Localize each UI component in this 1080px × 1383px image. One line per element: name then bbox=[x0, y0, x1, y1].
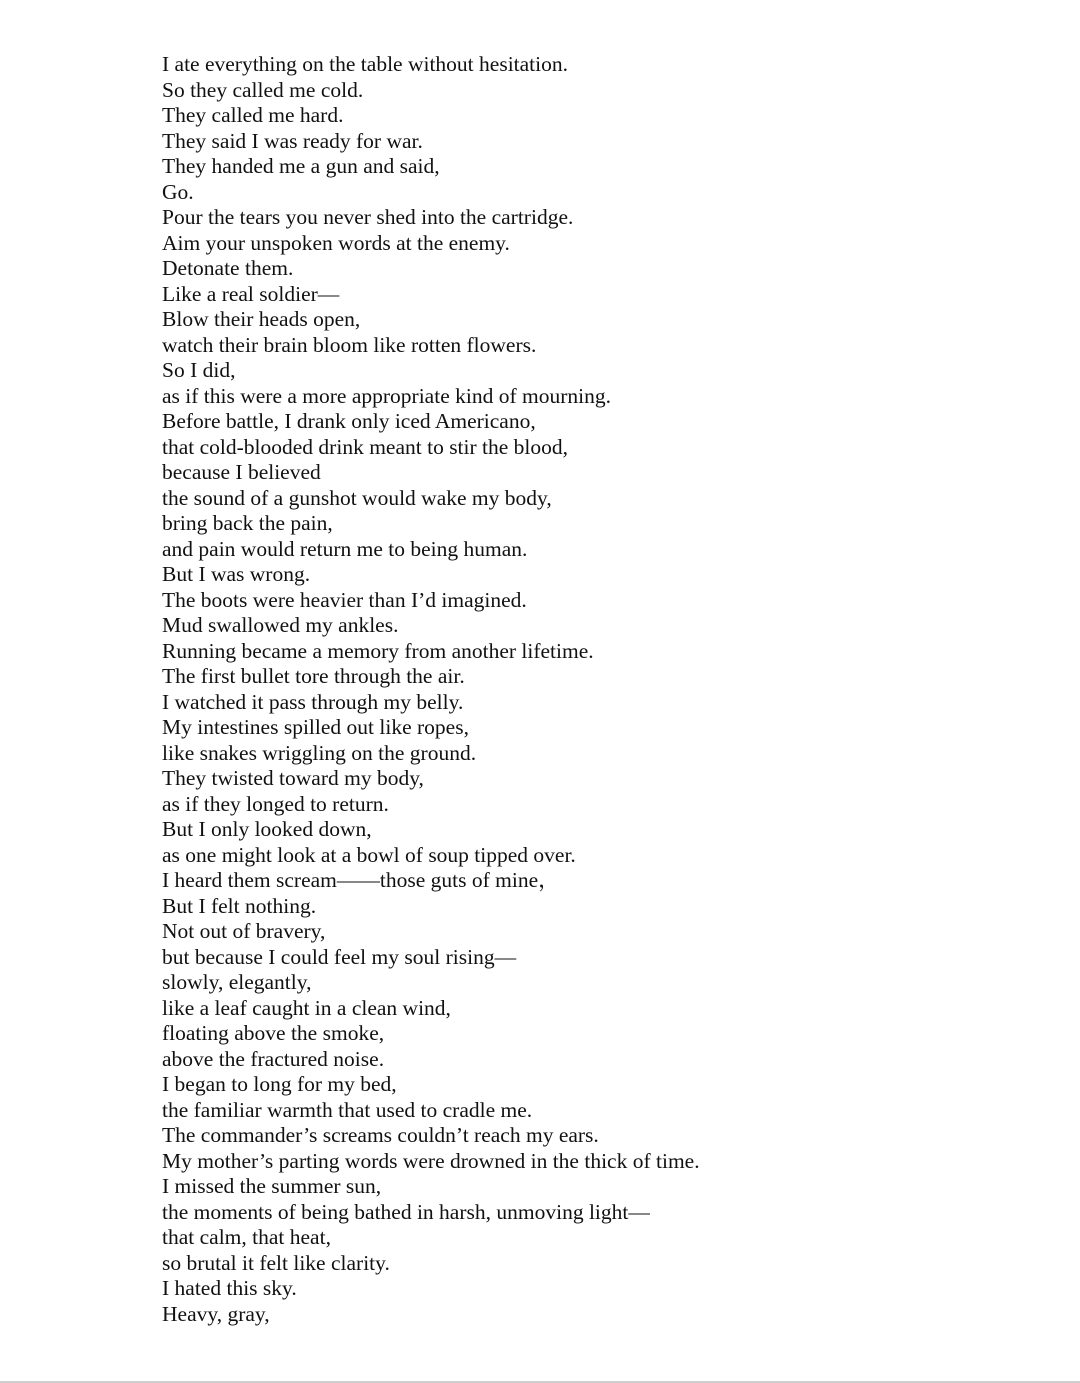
poem-line: Like a real soldier— bbox=[162, 281, 340, 306]
poem-line: So I did, bbox=[162, 358, 236, 382]
poem-line: like a leaf caught in a clean wind, bbox=[162, 995, 451, 1020]
poem-line: that cold-blooded drink meant to stir the blood, bbox=[162, 434, 569, 459]
poem-line: and pain would return me to being human. bbox=[162, 536, 528, 561]
poem-line: Mud swallowed my ankles. bbox=[162, 613, 399, 637]
poem-line: I heard them scream——those guts of mine， bbox=[162, 868, 560, 892]
poem-line: so brutal it felt like clarity. bbox=[162, 1250, 390, 1275]
poem-line: Detonate them. bbox=[162, 256, 294, 280]
poem-line: They handed me a gun and said, bbox=[162, 154, 440, 178]
poem-line: The first bullet tore through the air. bbox=[162, 664, 465, 688]
poem-line: the familiar warmth that used to cradle me. bbox=[162, 1097, 533, 1122]
poem-line: I began to long for my bed, bbox=[162, 1072, 397, 1096]
poem-line: Heavy, gray, bbox=[162, 1301, 270, 1326]
poem-line: as one might look at a bowl of soup tipped over. bbox=[162, 842, 576, 867]
poem-line: slowly, elegantly, bbox=[162, 970, 312, 994]
poem-line: But I felt nothing. bbox=[162, 893, 317, 918]
poem-line: They said I was ready for war. bbox=[162, 128, 423, 153]
poem-line: I watched it pass through my belly. bbox=[162, 689, 464, 714]
poem-line: watch their brain bloom like rotten flowers. bbox=[162, 332, 537, 357]
poem-line: I hated this sky. bbox=[162, 1276, 297, 1300]
poem-line: My mother’s parting words were drowned in the thick of time. bbox=[162, 1148, 700, 1173]
poem-line: So they called me cold. bbox=[162, 77, 364, 102]
poem-line: Not out of bravery, bbox=[162, 919, 326, 943]
poem-line: The commander’s screams couldn’t reach my ears. bbox=[162, 1123, 599, 1147]
poem-line: but because I could feel my soul rising— bbox=[162, 944, 517, 969]
poem-line: My intestines spilled out like ropes, bbox=[162, 715, 469, 739]
poem-line: Before battle, I drank only iced Americano, bbox=[162, 409, 536, 433]
poem-line: that calm, that heat, bbox=[162, 1225, 331, 1249]
poem-line: I ate everything on the table without hesitation. bbox=[162, 52, 569, 76]
poem-line: They twisted toward my body, bbox=[162, 766, 424, 790]
poem-line: floating above the smoke, bbox=[162, 1021, 385, 1045]
poem-line: Running became a memory from another lifetime. bbox=[162, 638, 594, 663]
poem-line: because I believed bbox=[162, 460, 321, 484]
poem-text bbox=[162, 52, 700, 1327]
poem-line: Aim your unspoken words at the enemy. bbox=[162, 230, 510, 255]
poem-line: bring back the pain, bbox=[162, 511, 333, 535]
poem-line: Blow their heads open, bbox=[162, 307, 361, 331]
poem-line: the moments of being bathed in harsh, unmoving light— bbox=[162, 1199, 650, 1224]
poem-line: But I only looked down, bbox=[162, 817, 372, 841]
poem-line: I missed the summer sun, bbox=[162, 1174, 382, 1198]
poem-line: as if they longed to return. bbox=[162, 791, 389, 816]
poem-line: the sound of a gunshot would wake my body, bbox=[162, 485, 552, 510]
poem-line: as if this were a more appropriate kind of mourning. bbox=[162, 383, 611, 408]
poem-line: But I was wrong. bbox=[162, 562, 311, 586]
poem-line: Go. bbox=[162, 179, 194, 204]
poem-line: like snakes wriggling on the ground. bbox=[162, 740, 477, 765]
poem-line: Pour the tears you never shed into the cartridge. bbox=[162, 205, 574, 229]
poem-line: above the fractured noise. bbox=[162, 1046, 385, 1071]
poem-line: They called me hard. bbox=[162, 103, 344, 127]
poem-line: The boots were heavier than I’d imagined. bbox=[162, 587, 527, 612]
